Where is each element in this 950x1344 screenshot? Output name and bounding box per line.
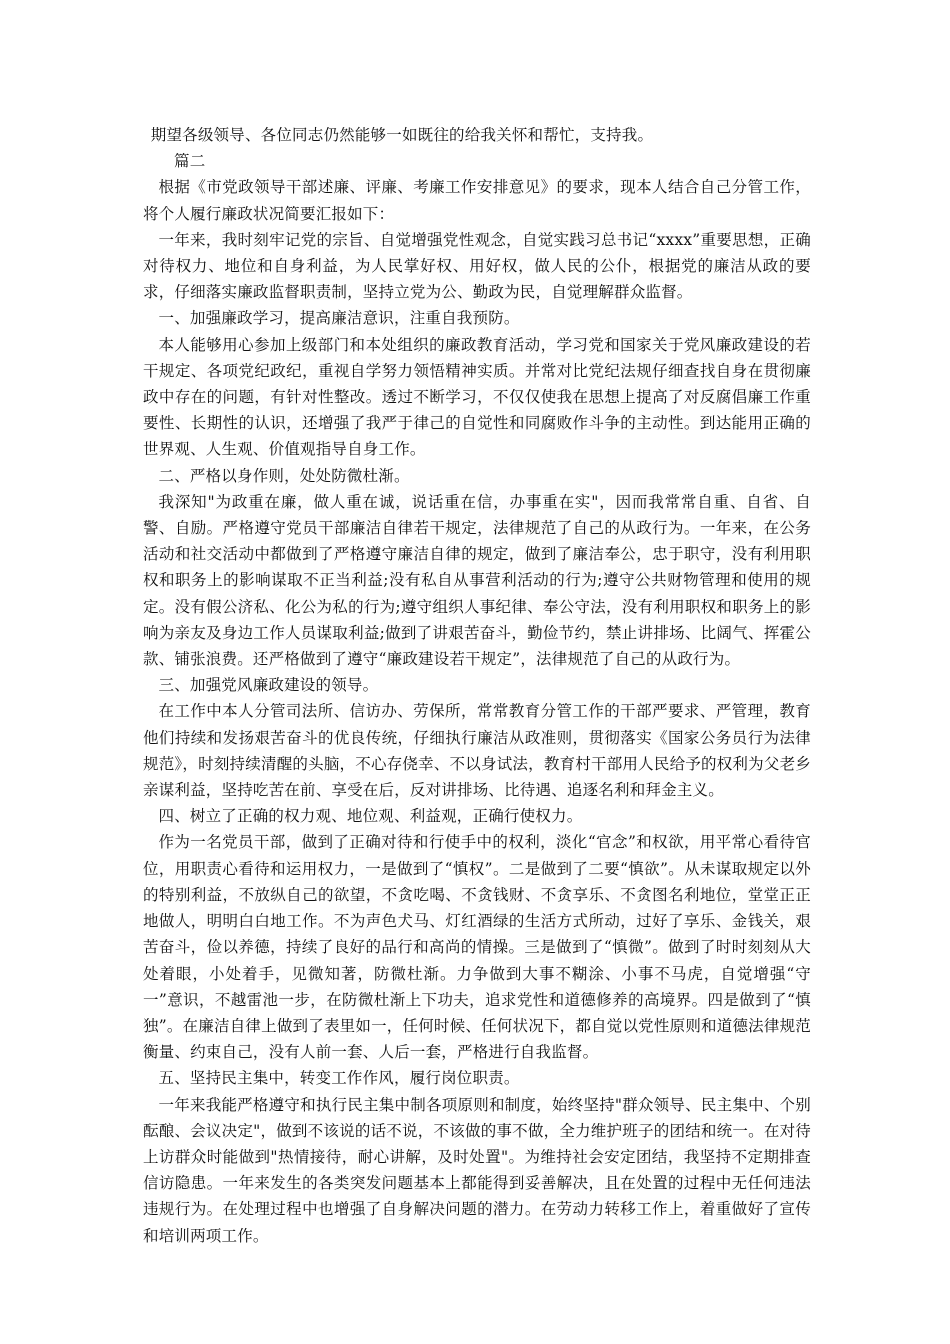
heading-five: 五、坚持民主集中，转变工作作风，履行岗位职责。	[158, 1069, 520, 1088]
heading-one: 一、加强廉政学习，提高廉洁意识，注重自我预防。	[158, 309, 520, 328]
body-paragraph-five: 一年来我能严格遵守和执行民主集中制各项原则和制度，始终坚持"群众领导、民主集中、个别酝酿、会议决定"，做到不该说的话不说，不该做的事不做，全力维护班子的团结和统一。在对待上访群众时能做到"热情接待，耐心讲解，及时处置"。为维持社会安定团结，我坚持不定期排查信访隐患。一年来发生的各类突发问题基本上都能得到妥善解决，且在处置的过程中无任何违法违规行为。在处理过程中也增强了自身解决问题的潜力。在劳动力转移工作上，着重做好了宣传和培训两项工作。	[143, 1095, 811, 1245]
closing-paragraph: 期望各级领导、各位同志仍然能够一如既往的给我关怀和帮忙，支持我。	[150, 126, 654, 144]
intro-paragraph: 根据《市党政领导干部述廉、评廉、考廉工作安排意见》的要求，现本人结合自己分管工作，将个人履行廉政状况简要汇报如下：	[143, 178, 811, 223]
heading-two: 二、严格以身作则，处处防微杜渐。	[158, 466, 410, 485]
body-paragraph-one: 本人能够用心参加上级部门和本处组织的廉政教育活动，学习党和国家关于党风廉政建设的若干规定、各项党纪政纪，重视自学努力领悟精神实质。并常对比党纪法规仔细查找自身在贯彻廉政中存在的问题，有针对性整改。透过不断学习，不仅仅使我在思想上提高了对反腐倡廉工作重要性、长期性的认识，还增强了我严于律己的自觉性和同腐败作斗争的主动性。到达能用正确的世界观、人生观、价值观指导自身工作。	[143, 335, 811, 459]
document-body	[143, 122, 811, 1249]
body-paragraph-three: 在工作中本人分管司法所、信访办、劳保所，常常教育分管工作的干部严要求、严管理，教育他们持续和发扬艰苦奋斗的优良传统，仔细执行廉洁从政准则，贯彻落实《国家公务员行为法律规范》，时刻持续清醒的头脑，不心存侥幸、不以身试法，教育村干部用人民给予的权利为父老乡亲谋利益，坚持吃苦在前、享受在后，反对讲排场、比待遇、追逐名利和拜金主义。	[143, 702, 811, 800]
section-title-part-two: 篇二	[174, 152, 206, 171]
summary-paragraph: 一年来，我时刻牢记党的宗旨、自觉增强党性观念，自觉实践习总书记“xxxx”重要思想，正确对待权力、地位和自身利益，为人民掌好权、用好权，做人民的公仆，根据党的廉洁从政的要求，仔细落实廉政监督职责制，坚持立党为公、勤政为民，自觉理解群众监督。	[143, 230, 811, 302]
body-paragraph-two: 我深知"为政重在廉，做人重在诚，说话重在信，办事重在实"，因而我常常自重、自省、自警、自励。严格遵守党员干部廉洁自律若干规定，法律规范了自己的从政行为。一年来，在公务活动和社交活动中都做到了严格遵守廉洁自律的规定，做到了廉洁奉公，忠于职守，没有利用职权和职务上的影响谋取不正当利益;没有私自从事营利活动的行为;遵守公共财物管理和使用的规定。没有假公济私、化公为私的行为;遵守组织人事纪律、奉公守法，没有利用职权和职务上的影响为亲友及身边工作人员谋取利益;做到了讲艰苦奋斗，勤俭节约，禁止讲排场、比阔气、挥霍公款、铺张浪费。还严格做到了遵守“廉政建设若干规定”，法律规范了自己的从政行为。	[143, 492, 811, 669]
heading-four: 四、树立了正确的权力观、地位观、利益观，正确行使权力。	[158, 807, 583, 826]
body-paragraph-four: 作为一名党员干部，做到了正确对待和行使手中的权利，淡化“官念”和权欲，用平常心看待官位，用职责心看待和运用权力，一是做到了“慎权”。二是做到了二要“慎欲”。从未谋取规定以外的特别利益，不放纵自己的欲望，不贪吃喝、不贪钱财、不贪享乐、不贪图名利地位，堂堂正正地做人，明明白白地工作。不为声色犬马、灯红酒绿的生活方式所动，过好了享乐、金钱关，艰苦奋斗，俭以养德，持续了良好的品行和高尚的情操。三是做到了“慎微”。做到了时时刻刻从大处着眼，小处着手，见微知著，防微杜渐。力争做到大事不糊涂、小事不马虎，自觉增强“守一”意识，不越雷池一步，在防微杜渐上下功夫，追求党性和道德修养的高境界。四是做到了“慎独”。在廉洁自律上做到了表里如一，任何时候、任何状况下，都自觉以党性原则和道德法律规范衡量、约束自己，没有人前一套、人后一套，严格进行自我监督。	[143, 833, 811, 1062]
heading-three: 三、加强党风廉政建设的领导。	[158, 676, 379, 695]
